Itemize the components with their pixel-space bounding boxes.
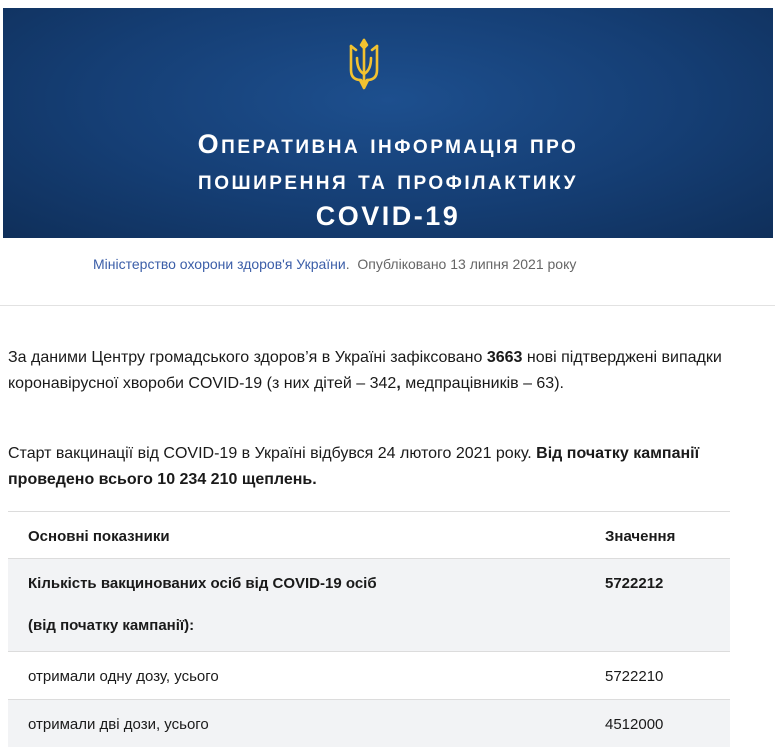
column-header-indicator: Основні показники	[28, 528, 170, 545]
table-header-row	[8, 511, 730, 558]
header-banner	[3, 8, 773, 238]
page-title	[3, 126, 773, 234]
indicator-cell	[28, 563, 548, 647]
comma: ,	[396, 375, 401, 392]
divider	[0, 305, 775, 306]
ukraine-trident-icon	[347, 36, 381, 92]
vaccination-total: Від початку кампанії проведено всього 10 234 210 щеплень.	[8, 445, 700, 488]
meta-separator: .	[345, 256, 354, 272]
new-cases-count: 3663	[486, 349, 523, 366]
indicators-table	[8, 511, 730, 747]
indicator-cell: отримали дві дози, усього	[28, 716, 209, 733]
table-row	[8, 651, 730, 699]
value-cell: 4512000	[605, 716, 664, 733]
cases-text: медпрацівників – 63).	[400, 375, 564, 392]
vaccination-paragraph	[8, 441, 768, 493]
indicator-cell: отримали одну дозу, усього	[28, 668, 219, 685]
cases-paragraph	[8, 345, 768, 397]
organization-link[interactable]: Міністерство охорони здоров'я України	[93, 256, 346, 272]
value-cell: 5722212	[605, 575, 664, 592]
column-header-value: Значення	[605, 528, 676, 545]
vaccination-text: Старт вакцинації від COVID-19 в Україні відбувся 24 лютого 2021 року.	[8, 445, 537, 462]
article-meta	[93, 256, 576, 272]
cases-text: нові підтверджені випадки коронавірусної хвороби COVID-19 (з них дітей – 342	[8, 349, 722, 392]
indicator-line: Кількість вакцинованих осіб від COVID-19 осіб	[28, 575, 377, 592]
title-line: Оперативна інформація про	[197, 129, 579, 159]
title-line: поширення та профілактику	[198, 165, 578, 195]
table-row	[8, 558, 730, 651]
title-line: COVID-19	[315, 201, 461, 231]
published-date: Опубліковано 13 липня 2021 року	[357, 256, 577, 272]
indicator-line: (від початку кампанії):	[28, 617, 195, 634]
value-cell: 5722210	[605, 668, 664, 685]
cases-text: За даними Центру громадського здоров’я в Україні зафіксовано	[8, 349, 487, 366]
